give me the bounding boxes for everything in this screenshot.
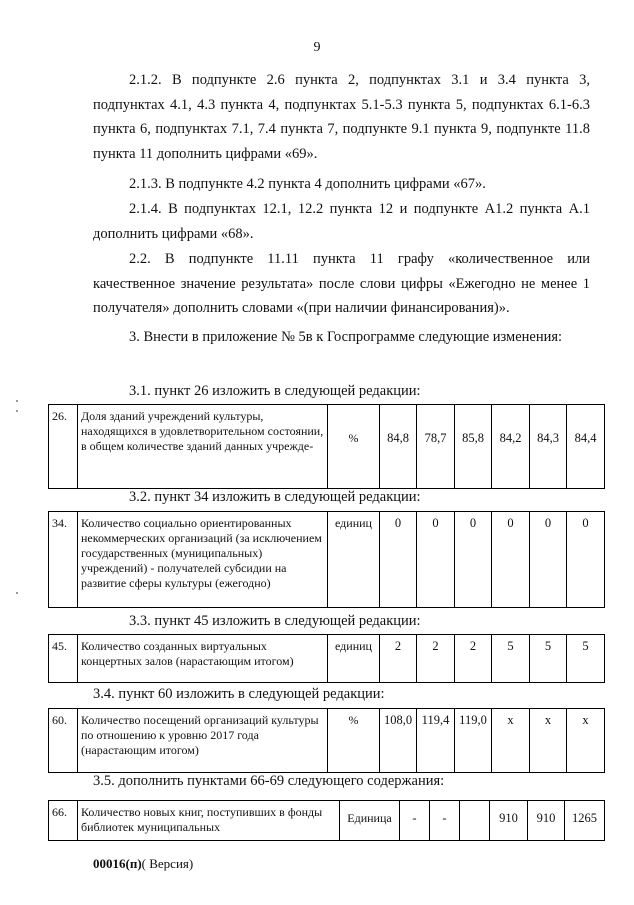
row-value: - [430,801,460,841]
row-value: 0 [417,512,455,608]
row-value: 5 [530,635,567,683]
row-unit: % [328,405,380,489]
row-value: 2 [455,635,492,683]
row-value: 2 [380,635,417,683]
subheading-3-4: 3.4. пункт 60 изложить в следующей редакции: [93,686,385,702]
subheading-3-5: 3.5. дополнить пунктами 66-69 следующего содержания: [93,773,445,789]
row-description: Доля зданий учреждений культуры, находящихся в удовлетворительном состоянии, в общем количестве зданий данных учрежде- [78,405,328,489]
row-value: 108,0 [380,709,417,773]
document-code: 00016(п) [93,856,142,871]
row-value: 85,8 [455,405,492,489]
row-value: 119,0 [455,709,492,773]
row-value: 0 [455,512,492,608]
row-value: 910 [528,801,565,841]
row-value: 2 [417,635,455,683]
margin-mark [16,410,18,412]
row-number: 66. [49,801,78,841]
margin-mark [16,400,18,402]
row-unit: единиц [328,512,380,608]
document-version: ( Версия) [141,856,194,871]
row-description: Количество новых книг, поступивших в фонды библиотек муниципальных [78,801,340,841]
row-unit: Единица [340,801,400,841]
subheading-3-2: 3.2. пункт 34 изложить в следующей редакции: [129,489,421,505]
row-value: 0 [380,512,417,608]
row-description: Количество посещений организаций культуры по отношению к уровню 2017 года (нарастающим итогом) [78,709,328,773]
row-value: 78,7 [417,405,455,489]
row-value: x [530,709,567,773]
margin-mark [16,592,18,594]
row-value: 0 [567,512,605,608]
row-value: 5 [567,635,605,683]
page-number: 9 [313,40,321,55]
table-row-60 [48,708,605,773]
row-value: 84,3 [530,405,567,489]
table-row-34 [48,511,605,608]
row-unit: % [328,709,380,773]
row-number: 60. [49,709,78,773]
row-number: 26. [49,405,78,489]
row-value: x [492,709,530,773]
row-value: 84,2 [492,405,530,489]
row-value [460,801,490,841]
subheading-3-3: 3.3. пункт 45 изложить в следующей редакции: [129,613,421,629]
row-value: - [400,801,430,841]
paragraph-2-2: 2.2. В подпункте 11.11 пункта 11 графу «количественное или качественное значение результата» после слови цифры «Ежегодно не менее 1 получателя» дополнить словами «(при наличии финансирования)». [93,251,590,316]
row-value: 5 [492,635,530,683]
paragraph-2-1-2: 2.1.2. В подпункте 2.6 пункта 2, подпунктах 3.1 и 3.4 пункта 3, подпунктах 4.1, 4.3 пункта 4, подпунктах 5.1-5.3 пункта 5, подпунктах 6.1-6.3 пункта 6, подпунктах 7.1, 7.4 пункта 7, подпункте 9.1 пункта 9, подпункте 11.8 пункта 11 дополнить цифрами «69». [93,72,590,162]
row-value: 1265 [565,801,605,841]
row-description: Количество социально ориентированных некоммерческих организаций (за исключением государственных (муниципальных) учреждений) - получателей субсидии на развитие сферы культуры (ежегодно) [78,512,328,608]
row-value: 910 [490,801,528,841]
row-value: 119,4 [417,709,455,773]
table-row-26 [48,404,605,489]
row-value: 0 [492,512,530,608]
table-row-66 [48,800,605,841]
row-number: 34. [49,512,78,608]
row-value: 84,4 [567,405,605,489]
paragraph-2-1-3: 2.1.3. В подпункте 4.2 пункта 4 дополнить цифрами «67». [129,176,486,192]
row-description: Количество созданных виртуальных концертных залов (нарастающим итогом) [78,635,328,683]
row-value: 84,8 [380,405,417,489]
paragraph-2-1-4: 2.1.4. В подпунктах 12.1, 12.2 пункта 12 и подпункте А1.2 пункта А.1 дополнить цифрами «68». [93,201,590,242]
row-value: 0 [530,512,567,608]
row-value: x [567,709,605,773]
row-unit: единиц [328,635,380,683]
row-number: 45. [49,635,78,683]
document-footer [93,856,193,872]
paragraph-3: 3. Внести в приложение № 5в к Госпрограмме следующие изменения: [129,329,563,345]
table-row-45 [48,634,605,683]
subheading-3-1: 3.1. пункт 26 изложить в следующей редакции: [129,383,421,399]
